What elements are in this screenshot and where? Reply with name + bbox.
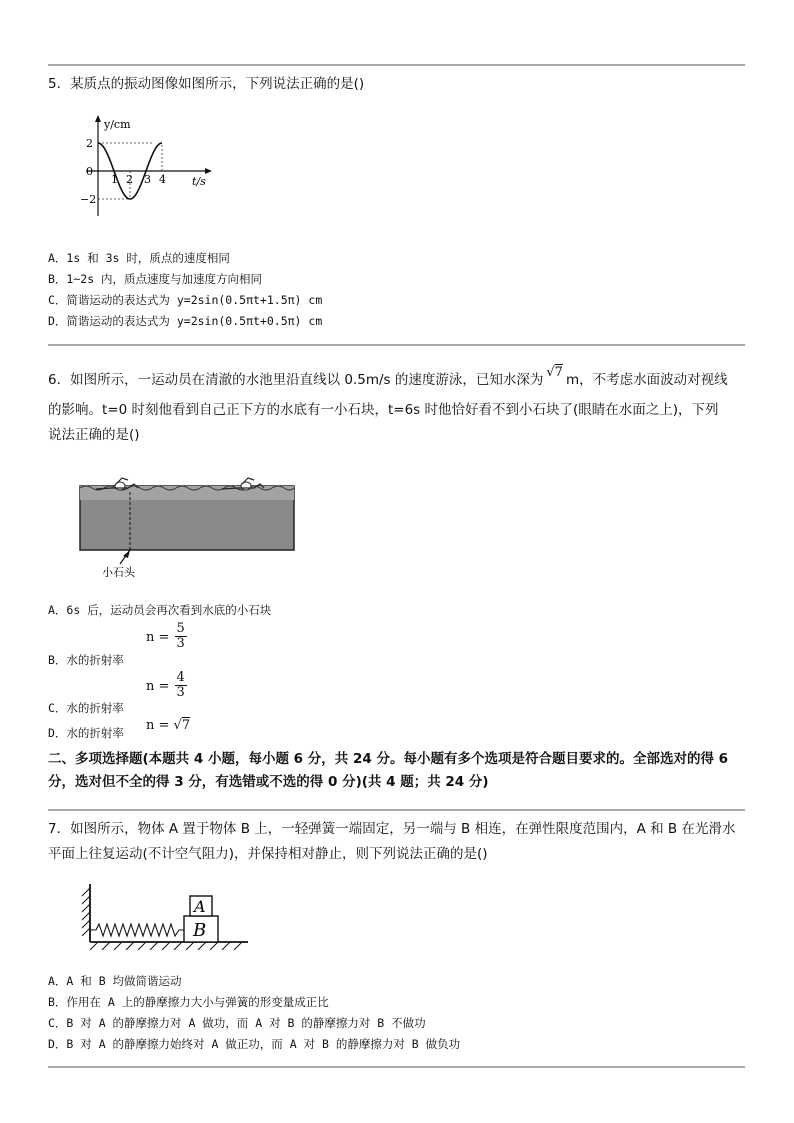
- q7-option-a: A．A 和 B 均做简谐运动: [48, 974, 182, 988]
- sqrt-value: 7: [181, 718, 191, 733]
- block-a-label: A: [194, 897, 206, 916]
- stone-label: 小石头: [102, 566, 135, 579]
- q5-stem: 5．某质点的振动图像如图所示，下列说法正确的是(): [48, 76, 365, 92]
- q6-option-c: C．水的折射率: [48, 701, 124, 715]
- q6-stem-line3: 说法正确的是(): [48, 427, 140, 443]
- section2-line1: 二、多项选择题(本题共 4 小题，每小题 6 分，共 24 分。每小题有多个选项是符合题目要求的。全部选对的得 6: [48, 751, 729, 767]
- q6-option-d: D．水的折射率: [48, 726, 124, 740]
- x-tick-4: 4: [159, 173, 166, 186]
- q6-option-b: B．水的折射率: [48, 653, 124, 667]
- q6-stem-line1: [48, 365, 748, 393]
- q7-spring-figure: [76, 880, 256, 950]
- wall-hatching: [82, 888, 90, 936]
- x-tick-3: 3: [144, 173, 151, 186]
- q5-option-c: C．简谐运动的表达式为 y=2sin(0.5πt+1.5π) cm: [48, 293, 323, 307]
- x-axis-arrow: [205, 168, 212, 174]
- y-tick-2: 2: [86, 137, 93, 150]
- q7-option-b: B．作用在 A 上的静摩擦力大小与弹簧的形变量成正比: [48, 995, 329, 1009]
- q6-stem-line1-b: m，不考虑水面波动对视线: [565, 372, 728, 388]
- numerator: 4: [176, 670, 185, 685]
- denominator: 3: [176, 685, 185, 700]
- fraction-5-3: [175, 622, 187, 651]
- y-tick-0: 0: [86, 165, 93, 178]
- q5-option-d: D．简谐运动的表达式为 y=2sin(0.5πt+0.5π) cm: [48, 314, 323, 328]
- q6-option-b-formula: [146, 622, 187, 651]
- block-b-label: B: [193, 920, 207, 941]
- q6-sqrt: √7: [546, 365, 563, 380]
- section2-line2: 分，选对但不全的得 3 分，有选错或不选的得 0 分)(共 4 题；共 24 分): [48, 774, 489, 790]
- q5-vibration-graph: [80, 112, 220, 220]
- q6-option-d-formula: n = √7: [146, 718, 191, 733]
- q6-option-c-formula: [146, 671, 187, 700]
- q7-option-c: C．B 对 A 的静摩擦力对 A 做功，而 A 对 B 的静摩擦力对 B 不做功: [48, 1016, 426, 1030]
- q5-option-a: A．1s 和 3s 时，质点的速度相同: [48, 251, 230, 265]
- q7-stem-line2: 平面上往复运动(不计空气阻力)，并保持相对静止，则下列说法正确的是(): [48, 846, 488, 862]
- q6-option-a: A．6s 后，运动员会再次看到水底的小石块: [48, 603, 272, 617]
- spring: [90, 924, 184, 936]
- x-axis-label: t/s: [192, 175, 206, 188]
- divider-q7: [48, 809, 745, 811]
- x-tick-1: 1: [111, 173, 118, 186]
- q6-stem-line2: 的影响。t=0 时刻他看到自己正下方的水底有一小石块，t=6s 时他恰好看不到小石块了(眼睛在水面之上)，下列: [48, 402, 719, 418]
- q7-option-d: D．B 对 A 的静摩擦力始终对 A 做正功，而 A 对 B 的静摩擦力对 B 做负功: [48, 1037, 461, 1051]
- x-tick-2: 2: [126, 173, 133, 186]
- denominator: 3: [176, 636, 185, 651]
- q6-pool-figure: [76, 470, 300, 580]
- floor-hatching: [90, 942, 242, 950]
- q7-stem-line1: 7．如图所示，物体 A 置于物体 B 上，一轻弹簧一端固定，另一端与 B 相连，在弹性限度范围内，A 和 B 在光滑水: [48, 821, 736, 837]
- fraction-4-3: [175, 671, 187, 700]
- y-axis-label: y/cm: [104, 118, 131, 131]
- q6-sqrt-value: 7: [554, 365, 563, 380]
- q6-stem-line1-a: 6．如图所示，一运动员在清澈的水池里沿直线以 0.5m/s 的速度游泳，已知水深为: [48, 372, 544, 388]
- y-axis-arrow: [95, 115, 101, 122]
- divider-bottom: [48, 1066, 745, 1068]
- numerator: 5: [176, 621, 185, 636]
- n-symbol: n =: [146, 718, 170, 733]
- stone-pointer-arrow: [123, 550, 130, 558]
- y-tick-neg2: −2: [80, 193, 97, 206]
- q5-option-b: B．1~2s 内，质点速度与加速度方向相同: [48, 272, 263, 286]
- n-symbol: n =: [146, 679, 170, 694]
- n-symbol: n =: [146, 630, 170, 645]
- divider-top: [48, 64, 745, 66]
- divider-q5-q6: [48, 344, 745, 346]
